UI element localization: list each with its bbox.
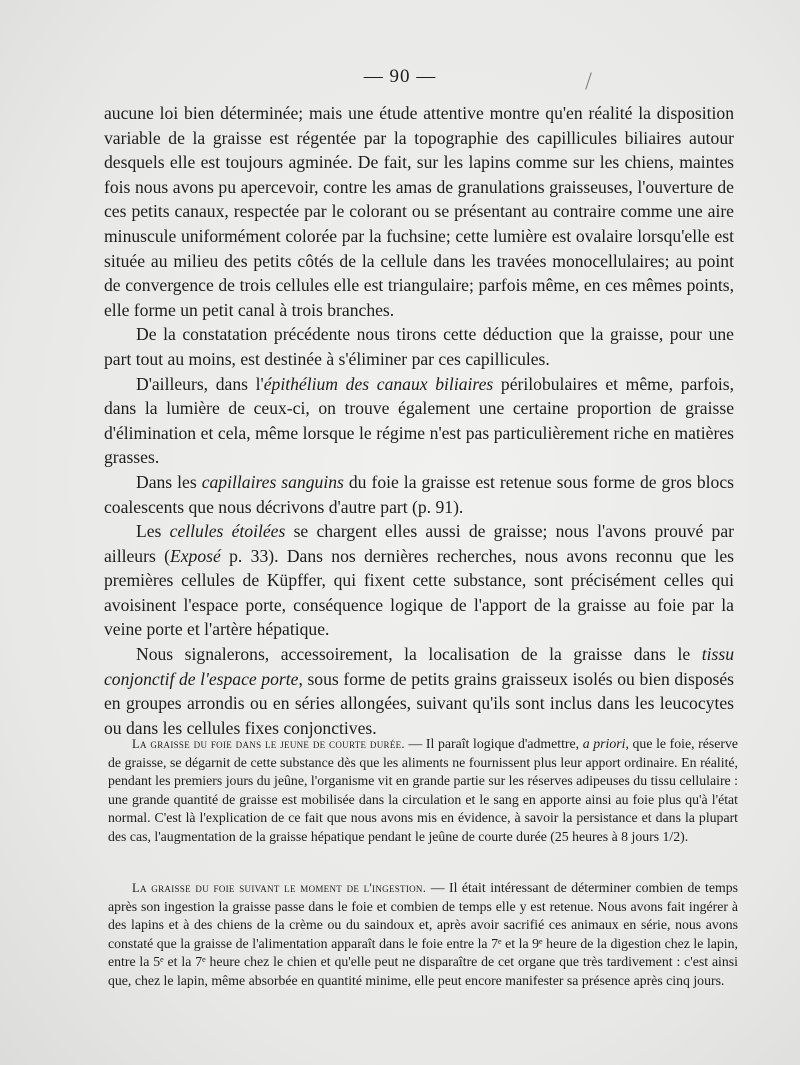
- italic-term: capillaires sanguins: [201, 471, 344, 492]
- note-paragraph: [108, 879, 738, 990]
- text-run: du foie la graisse est retenue sous forme de gros blocs coalescents que nous décrivons d'autre part (p. 91).: [104, 471, 734, 517]
- text-run: Les: [136, 521, 170, 542]
- italic-reference: Exposé: [169, 545, 221, 566]
- italic-term: cellules étoilées: [169, 521, 286, 542]
- italic-term: tissu conjonctif de l'espace porte: [104, 644, 734, 689]
- italic-term: a priori: [582, 736, 626, 751]
- text-run: Dans les: [136, 471, 202, 492]
- text-run: — Il paraît logique d'admettre,: [404, 736, 583, 751]
- page-number: — 90 —: [363, 66, 437, 87]
- text-run: se chargent elles aussi de graisse; nous l'avons prouvé par ailleurs (: [104, 521, 734, 566]
- paragraph-5: [104, 519, 734, 642]
- text-run: , que le foie, réserve de graisse, se dégarnit de cette substance dès que les aliments ne fournissent plus leur apport ordinaire. En réalité, pendant les premiers jours du jeûne, l'organisme vit en grande partie sur les réserves adipeuses du tissu cellulaire : une grande quantité de graisse est mobilisée dans la circulation et le sang en apporte ainsi au foie plus qu'à l'état normal. C'est là l'explication de ce fait que nous avons mis en évidence, à savoir la persistance et dans la plupart des cas, l'augmentation de la graisse hépatique pendant le jeûne de courte durée (25 heures à 8 jours 1/2).: [108, 736, 738, 844]
- text-run: D'ailleurs, dans l': [136, 373, 264, 394]
- paragraph-1: aucune loi bien déterminée; mais une étude attentive montre qu'en réalité la disposition variable de la graisse est régentée par la topographie des capillicules biliaires autour desquels elle est toujours agminée. De fait, sur les lapins comme sur les chiens, maintes fois nous avons pu apercevoir, contre les amas de granulations graisseuses, l'ouverture de ces petits canaux, respectée par le colorant ou se présentant au contraire comme une aire minuscule uniformément colorée par la fuchsine; cette lumière est ovalaire lorsqu'elle est située au milieu des petits côtés de la cellule dans les travées monocellulaires; au point de convergence de trois cellules elle est triangulaire; parfois même, en ces mêmes points, elle forme un petit canal à trois branches.: [104, 103, 734, 320]
- note-heading: La graisse du foie dans le jeune de courte durée.: [132, 737, 405, 751]
- text-run: périlobulaires et même, parfois, dans la lumière de ceux-ci, on trouve également une certaine proportion de graisse d'élimination et cela, même lorsque le régime n'est pas particulièrement riche en matières grasses.: [104, 373, 734, 468]
- note-fasting: [108, 735, 738, 846]
- paragraph-4: [104, 470, 734, 519]
- main-text: [104, 101, 734, 740]
- paragraph-3: [104, 372, 734, 470]
- text-run: Nous signalerons, accessoirement, la localisation de la graisse dans le: [136, 644, 702, 665]
- paragraph-6: [104, 642, 734, 740]
- text-run: p. 33). Dans nos dernières recherches, nous avons reconnu que les premières cellules de Küpffer, qui fixent cette substance, sont précisément celles qui avoisinent l'espace porte, conséquence logique de l'apport de la graisse au foie par la veine porte et l'artère hépatique.: [104, 545, 735, 640]
- paragraph-2: De la constatation précédente nous tirons cette déduction que la graisse, pour une part tout au moins, est destinée à s'éliminer par ces capillicules.: [104, 324, 734, 369]
- note-paragraph: [108, 735, 738, 846]
- text-run: , sous forme de petits grains graisseux isolés ou bien disposés en groupes arrondis ou en séries allongées, suivant qu'ils sont inclus dans les leucocytes ou dans les cellules fixes conjonctives.: [104, 668, 734, 738]
- italic-term: épithélium des canaux biliaires: [263, 373, 494, 394]
- text-run: — Il était intéressant de déterminer combien de temps après son ingestion la graisse passe dans le foie et combien de temps elle y est retenue. Nous avons fait ingérer à des lapins et à des chiens de la crème ou du saindoux et, après avoir sacrifié ces animaux en série, nous avons constaté que la graisse de l'alimentation apparaît dans le foie entre la 7ᵉ et la 9ᵉ heure de la digestion chez le lapin, entre la 5ᵉ et la 7ᵉ heure chez le chien et qu'elle peut ne disparaître de cet organe que très tardivement : c'est ainsi que, chez le lapin, même absorbée en quantité minime, elle peut encore manifester sa présence après cinq jours.: [108, 880, 738, 988]
- note-heading: La graisse du foie suivant le moment de l'ingestion.: [132, 881, 427, 895]
- note-ingestion: [108, 879, 738, 990]
